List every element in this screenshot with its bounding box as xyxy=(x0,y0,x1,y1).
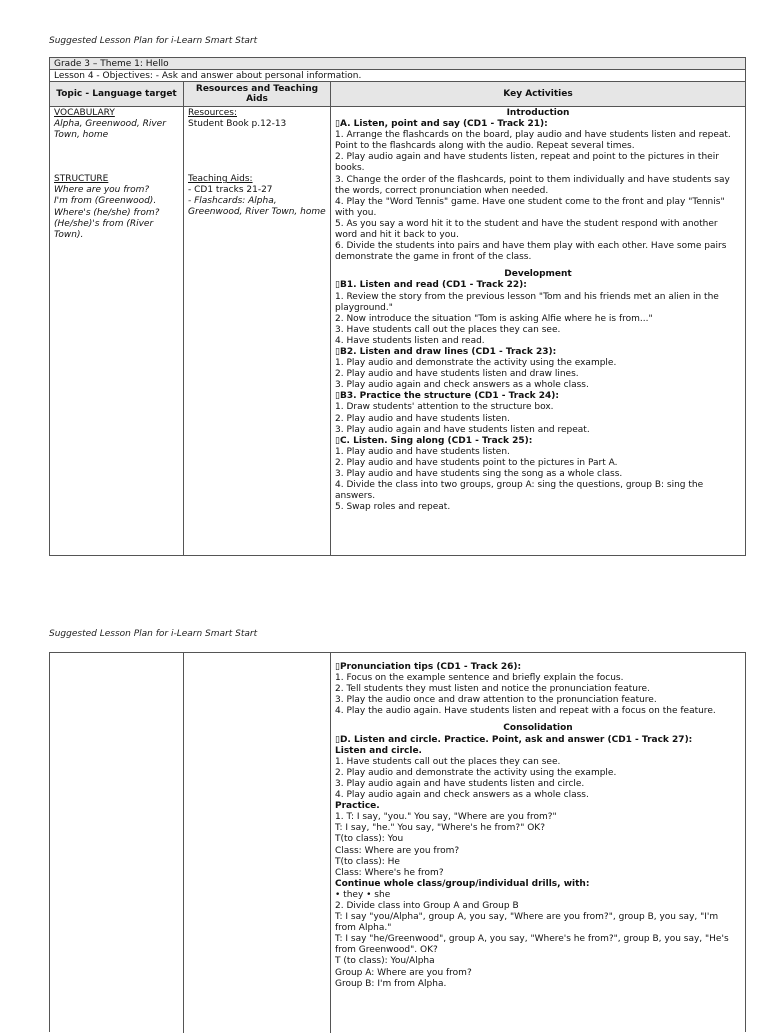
structure-line: Where's (he/she) from? xyxy=(54,207,160,218)
activity-line: 3. Play audio again and check answers as a whole class. xyxy=(335,380,589,391)
activity-line: 2. Play audio and have students listen and draw lines. xyxy=(335,369,579,380)
activity-heading: Practice. xyxy=(335,801,380,812)
lesson-plan-table-page2 xyxy=(49,652,746,1032)
activity-heading: Continue whole class/group/individual drills, with: xyxy=(335,878,590,889)
activity-line: 1. Play audio and demonstrate the activity using the example. xyxy=(335,358,617,369)
activity-heading: Listen and circle. xyxy=(335,745,422,756)
activity-line: 3. Play audio and have students sing the song as a whole class. xyxy=(335,469,623,479)
vocabulary-label: VOCABULARY xyxy=(54,108,115,118)
grade-theme-row: Grade 3 – Theme 1: Hello xyxy=(50,58,745,70)
section-heading: Consolidation xyxy=(503,723,573,734)
resources-text: Student Book p.12-13 xyxy=(188,119,287,130)
activity-heading: ▯Pronunciation tips (CD1 - Track 26): xyxy=(335,662,522,672)
activity-heading: ▯B3. Practice the structure (CD1 - Track 24): xyxy=(335,391,560,402)
activity-line: 4. Play the "Word Tennis" game. Have one student come to the front and play "Tennis" with you. xyxy=(335,196,725,218)
page-header-top: Suggested Lesson Plan for i-Learn Smart Start xyxy=(49,36,258,46)
activity-heading: ▯D. Listen and circle. Practice. Point, ask and answer (CD1 - Track 27): xyxy=(335,734,693,745)
bullet-marker: ▯ xyxy=(335,280,340,291)
activity-line: 2. Divide class into Group A and Group B xyxy=(335,900,519,911)
activity-line: Group B: I'm from Alpha. xyxy=(335,978,447,989)
activity-heading: ▯B1. Listen and read (CD1 - Track 22): xyxy=(335,280,527,291)
column-header-row xyxy=(50,82,745,107)
activity-heading: ▯B2. Listen and draw lines (CD1 - Track 23): xyxy=(335,346,557,357)
activities-cell xyxy=(331,107,745,555)
activity-heading: ▯A. Listen, point and say (CD1 - Track 21): xyxy=(335,119,548,130)
activity-line: 4. Divide the class into two groups, group A: sing the questions, group B: sing the answers. xyxy=(335,480,704,502)
lesson-body-row xyxy=(50,107,745,555)
activity-line: 3. Play audio again and have students listen and repeat. xyxy=(335,424,590,435)
objectives-row: Lesson 4 - Objectives: - Ask and answer about personal information. xyxy=(50,70,745,82)
topic-cell xyxy=(50,107,184,555)
activity-line: 2. Play audio and have students point to the pictures in Part A. xyxy=(335,457,618,468)
activity-line: 5. Swap roles and repeat. xyxy=(335,502,451,513)
activity-line: 3. Play audio again and have students listen and circle. xyxy=(335,778,585,789)
activity-line: 1. Focus on the example sentence and briefly explain the focus. xyxy=(335,673,624,684)
activity-line: 4. Have students listen and read. xyxy=(335,335,485,346)
resources-cell xyxy=(184,107,331,555)
activity-line: 4. Play the audio again. Have students listen and repeat with a focus on the feature. xyxy=(335,706,716,717)
topic-cell-empty xyxy=(50,653,184,1033)
vocabulary-text: Alpha, Greenwood, River Town, home xyxy=(54,119,166,141)
teaching-aids-label: Teaching Aids: xyxy=(188,174,253,185)
bullet-marker: ▯ xyxy=(335,391,340,402)
activity-line: 1. Have students call out the places they can see. xyxy=(335,756,561,767)
section-heading: Introduction xyxy=(506,108,570,118)
activity-line: 2. Play audio and demonstrate the activity using the example. xyxy=(335,767,617,778)
activity-line: • they • she xyxy=(335,889,391,900)
activity-line: 1. Draw students' attention to the structure box. xyxy=(335,402,554,413)
activity-line: 1. Play audio and have students listen. xyxy=(335,446,510,457)
activities-column-header: Key Activities xyxy=(503,89,573,99)
activity-line: T: I say "he/Greenwood", group A, you say, "Where's he from?", group B, you say, "He's from Greenwood". OK? xyxy=(335,934,729,956)
activity-line: Group A: Where are you from? xyxy=(335,967,472,978)
activity-line: 2. Play audio again and have students listen, repeat and point to the pictures in their books. xyxy=(335,152,719,174)
activity-line: Class: Where are you from? xyxy=(335,845,460,856)
activity-line: 1. Review the story from the previous lesson "Tom and his friends met an alien in the playground." xyxy=(335,291,719,313)
structure-line: (He/she)'s from (River Town). xyxy=(54,218,154,240)
activity-line: 2. Now introduce the situation "Tom is asking Alfie where he is from..." xyxy=(335,313,653,324)
activity-line: 6. Divide the students into pairs and have them play with each other. Have some pairs demonstrate the game in front of the class. xyxy=(335,241,727,263)
activities-cell-continued xyxy=(331,653,745,1033)
activity-line: T: I say, "he." You say, "Where's he from?" OK? xyxy=(335,823,545,834)
structure-label: STRUCTURE xyxy=(54,174,109,185)
activity-line: 1. Arrange the flashcards on the board, play audio and have students listen and repeat. Point to the flashcards along with the audio. Repeat several times. xyxy=(335,130,731,152)
bullet-marker: ▯ xyxy=(335,346,340,357)
activity-line: T (to class): You/Alpha xyxy=(335,956,435,967)
activity-line: 5. As you say a word hit it to the student and have the student respond with another word and hit it back to you. xyxy=(335,218,718,241)
resources-cell-empty xyxy=(184,653,331,1033)
activity-heading: ▯C. Listen. Sing along (CD1 - Track 25): xyxy=(335,435,533,446)
bullet-marker: ▯ xyxy=(335,435,340,446)
activity-line: 1. T: I say, "you." You say, "Where are you from?" xyxy=(335,812,557,823)
topic-column-header: Topic - Language target xyxy=(50,82,184,106)
bullet-marker: ▯ xyxy=(335,119,340,130)
lesson-body-row-continued xyxy=(50,653,745,1033)
activity-line: T(to class): You xyxy=(335,834,404,845)
activity-line: 3. Have students call out the places they can see. xyxy=(335,324,561,335)
activity-line: 3. Change the order of the flashcards, point to them individually and have students say the words, correct pronunciation when needed. xyxy=(335,174,730,196)
structure-line: I'm from (Greenwood). xyxy=(54,196,157,207)
activity-line: Class: Where's he from? xyxy=(335,867,444,878)
activity-line: T: I say "you/Alpha", group A, you say, "Where are you from?", group B, you say, "I'm from Alpha." xyxy=(335,912,719,934)
activity-line: T(to class): He xyxy=(335,856,400,867)
bullet-marker: ▯ xyxy=(335,662,340,672)
activity-line: 2. Tell students they must listen and notice the pronunciation feature. xyxy=(335,684,650,695)
resources-column-header: Resources and Teaching Aids xyxy=(184,82,331,106)
structure-line: Where are you from? xyxy=(54,185,150,196)
activity-line: 2. Play audio and have students listen. xyxy=(335,413,510,424)
activity-line: 4. Play audio again and check answers as a whole class. xyxy=(335,790,589,801)
section-heading: Development xyxy=(504,269,572,280)
activity-line: 3. Play the audio once and draw attention to the pronunciation feature. xyxy=(335,695,657,706)
bullet-marker: ▯ xyxy=(335,734,340,745)
teaching-aid-line: - Flashcards: Alpha, Greenwood, River Town, home xyxy=(188,196,326,218)
lesson-plan-table-page1 xyxy=(49,57,746,556)
page-header-bottom: Suggested Lesson Plan for i-Learn Smart Start xyxy=(49,629,258,639)
resources-label: Resources: xyxy=(188,108,237,118)
teaching-aid-line: - CD1 tracks 21-27 xyxy=(188,185,273,196)
